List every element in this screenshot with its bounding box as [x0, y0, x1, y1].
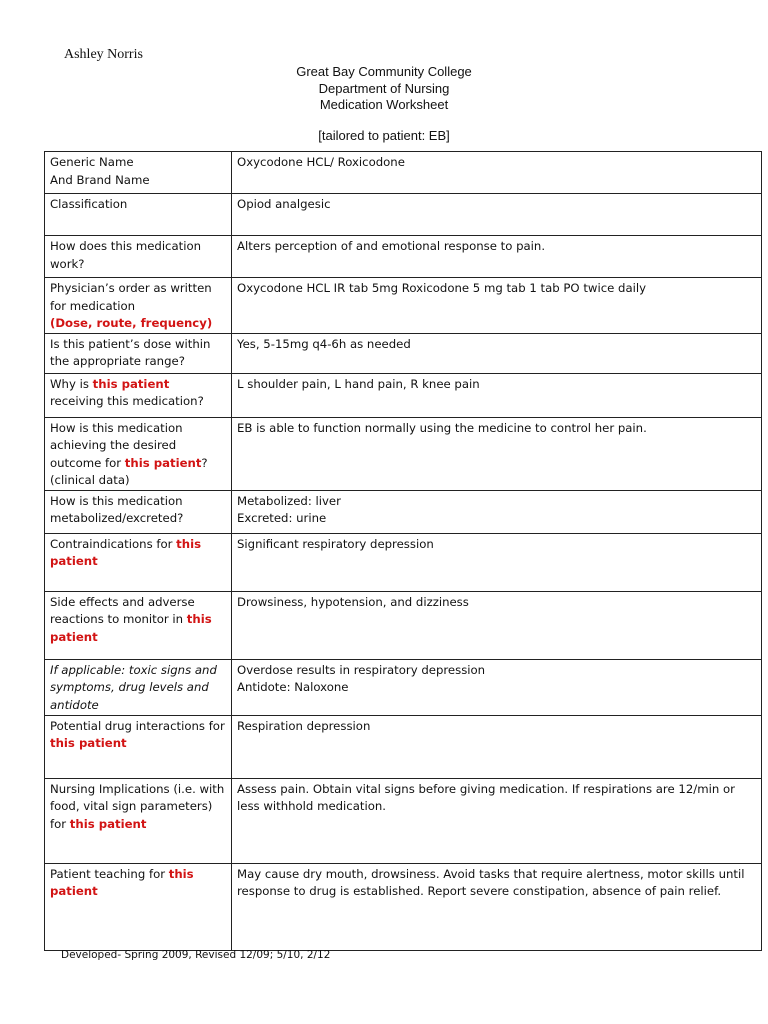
row-label — [45, 715, 232, 778]
medication-worksheet-table — [44, 151, 762, 951]
row-label — [45, 863, 232, 950]
table-row — [45, 333, 762, 373]
table-row — [45, 278, 762, 334]
row-label-text: receiving this medication? — [50, 394, 204, 408]
table-row — [45, 533, 762, 591]
row-label — [45, 533, 232, 591]
row-label-text: Physician’s order as written for medication — [50, 281, 212, 313]
row-label-text: Contraindications for — [50, 536, 173, 551]
row-value: Respiration depression — [232, 715, 762, 778]
row-label-text: Why is — [50, 376, 89, 391]
table-row — [45, 236, 762, 278]
table-row — [45, 659, 762, 715]
row-label-text: Side effects and adverse reactions to monitor in — [50, 594, 195, 626]
row-value: Yes, 5-15mg q4-6h as needed — [232, 333, 762, 373]
row-value: Oxycodone HCL/ Roxicodone — [232, 152, 762, 194]
row-label — [45, 778, 232, 863]
row-label-emphasis: this patient — [124, 455, 202, 470]
row-label-emphasis: this patient — [69, 816, 147, 831]
row-value: Significant respiratory depression — [232, 533, 762, 591]
row-value — [232, 659, 762, 715]
row-label-emphasis: (Dose, route, frequency) — [50, 316, 213, 330]
row-label-emphasis: this patient — [50, 866, 194, 898]
row-value-text: Metabolized: liver — [237, 493, 341, 508]
row-label-text: Potential drug interactions for — [50, 718, 225, 733]
row-value: L shoulder pain, L hand pain, R knee pain — [232, 373, 762, 417]
row-value: Opiod analgesic — [232, 194, 762, 236]
table-row — [45, 152, 762, 194]
department-name: Department of Nursing — [318, 80, 450, 96]
row-value: May cause dry mouth, drowsiness. Avoid tasks that require alertness, motor skills until response to drug is established. Report severe constipation, absence of pain relief. — [232, 863, 762, 950]
document-header — [0, 64, 768, 144]
author-name: Ashley Norris — [64, 47, 143, 62]
row-label — [45, 152, 232, 194]
row-label — [45, 591, 232, 659]
table-row — [45, 778, 762, 863]
table-row — [45, 417, 762, 490]
table-row — [45, 490, 762, 533]
row-label-text: How is this medication achieving the desired outcome for — [50, 420, 183, 470]
row-value-text: Excreted: urine — [237, 511, 327, 525]
row-value: EB is able to function normally using the medicine to control her pain. — [232, 417, 762, 490]
row-value: Assess pain. Obtain vital signs before giving medication. If respirations are 12/min or less withhold medication. — [232, 778, 762, 863]
row-label — [45, 278, 232, 334]
table-row — [45, 715, 762, 778]
college-name: Great Bay Community College — [296, 64, 472, 79]
table-row — [45, 591, 762, 659]
row-value-text: Antidote: Naloxone — [237, 680, 349, 694]
row-value: Alters perception of and emotional response to pain. — [232, 236, 762, 278]
row-label-text: Patient teaching for — [50, 866, 166, 881]
worksheet-title: Medication Worksheet — [319, 97, 449, 112]
revision-footer: Developed- Spring 2009, Revised 12/09; 5/10, 2/12 — [61, 949, 331, 961]
row-label-emphasis: this patient — [50, 736, 127, 750]
row-label: Is this patient’s dose within the appropriate range? — [45, 333, 232, 373]
row-value — [232, 490, 762, 533]
row-label — [45, 417, 232, 490]
row-label: How is this medication metabolized/excreted? — [45, 490, 232, 533]
row-label-text: And Brand Name — [50, 172, 150, 187]
row-value: Oxycodone HCL IR tab 5mg Roxicodone 5 mg tab 1 tab PO twice daily — [232, 278, 762, 334]
row-label-text: Nursing Implications (i.e. with food, vital sign parameters) for — [50, 781, 225, 831]
tailored-note: [tailored to patient: EB] — [318, 127, 450, 143]
table-row — [45, 863, 762, 950]
row-value: Drowsiness, hypotension, and dizziness — [232, 591, 762, 659]
table-row — [45, 194, 762, 236]
row-label-emphasis: this patient — [92, 376, 170, 391]
row-label-emphasis: this patient — [50, 536, 202, 568]
row-value-text: Overdose results in respiratory depression — [237, 662, 486, 677]
row-label: How does this medication work? — [45, 236, 232, 278]
row-label — [45, 373, 232, 417]
table-row — [45, 373, 762, 417]
row-label: If applicable: toxic signs and symptoms, drug levels and antidote — [45, 659, 232, 715]
row-label-text: Generic Name — [50, 155, 134, 169]
row-label-text: ? (clinical data) — [50, 455, 208, 487]
row-label: Classification — [45, 194, 232, 236]
row-label-emphasis: this patient — [50, 612, 212, 644]
